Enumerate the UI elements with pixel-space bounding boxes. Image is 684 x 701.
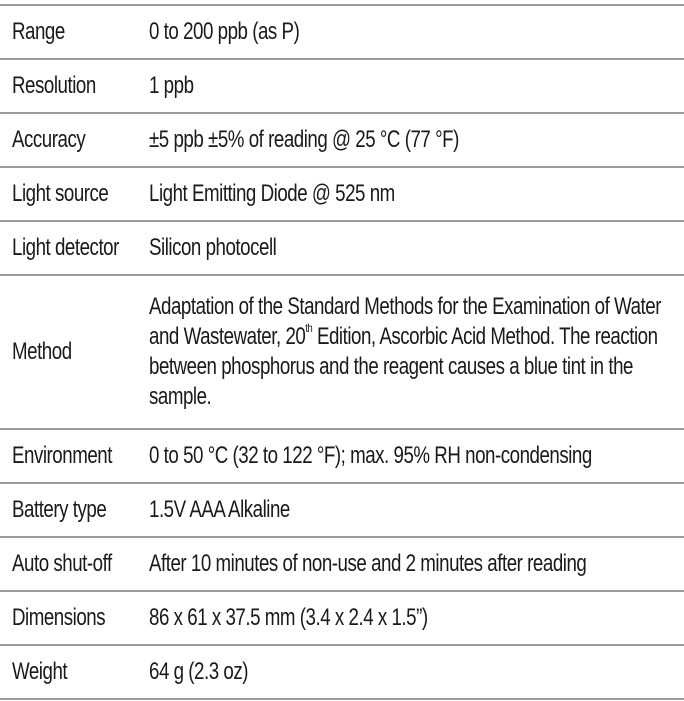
ordinal-superscript: th — [305, 321, 313, 335]
spec-value: 64 g (2.3 oz) — [149, 658, 249, 685]
spec-value: Adaptation of the Standard Methods for the Examination of Water and Wastewater, 20th Edition, Ascorbic Acid Method. The reaction between phosphorus and the reagent causes a blue tint in the sample. — [149, 293, 662, 410]
spec-label: Range — [12, 18, 65, 45]
spec-label: Light detector — [12, 234, 119, 261]
spec-row-light-source — [0, 167, 684, 221]
spec-row-resolution — [0, 59, 684, 113]
spec-label: Accuracy — [12, 126, 86, 153]
spec-row-battery-type — [0, 483, 684, 537]
spec-label: Battery type — [12, 496, 107, 523]
spec-value: After 10 minutes of non-use and 2 minutes after reading — [149, 550, 587, 577]
spec-value: Silicon photocell — [149, 234, 277, 261]
spec-label: Environment — [12, 442, 112, 469]
spec-row-weight — [0, 645, 684, 699]
spec-value: 86 x 61 x 37.5 mm (3.4 x 2.4 x 1.5”) — [149, 604, 428, 631]
spec-row-environment — [0, 429, 684, 483]
spec-label: Auto shut-off — [12, 550, 112, 577]
spec-row-dimensions — [0, 591, 684, 645]
spec-row-method — [0, 275, 684, 429]
spec-value: Light Emitting Diode @ 525 nm — [149, 180, 395, 207]
spec-value: 0 to 50 °C (32 to 122 °F); max. 95% RH non-condensing — [149, 442, 592, 469]
spec-row-accuracy — [0, 113, 684, 167]
specifications-table — [0, 4, 684, 700]
spec-label: Method — [12, 338, 72, 365]
spec-value: ±5 ppb ±5% of reading @ 25 °C (77 °F) — [149, 126, 459, 153]
spec-label: Dimensions — [12, 604, 106, 631]
spec-row-light-detector — [0, 221, 684, 275]
spec-label: Light source — [12, 180, 109, 207]
spec-value: 1.5V AAA Alkaline — [149, 496, 290, 523]
spec-value: 0 to 200 ppb (as P) — [149, 18, 300, 45]
spec-label: Weight — [12, 658, 68, 685]
spec-row-range — [0, 5, 684, 59]
spec-row-auto-shut-off — [0, 537, 684, 591]
spec-value: 1 ppb — [149, 72, 194, 99]
spec-label: Resolution — [12, 72, 96, 99]
